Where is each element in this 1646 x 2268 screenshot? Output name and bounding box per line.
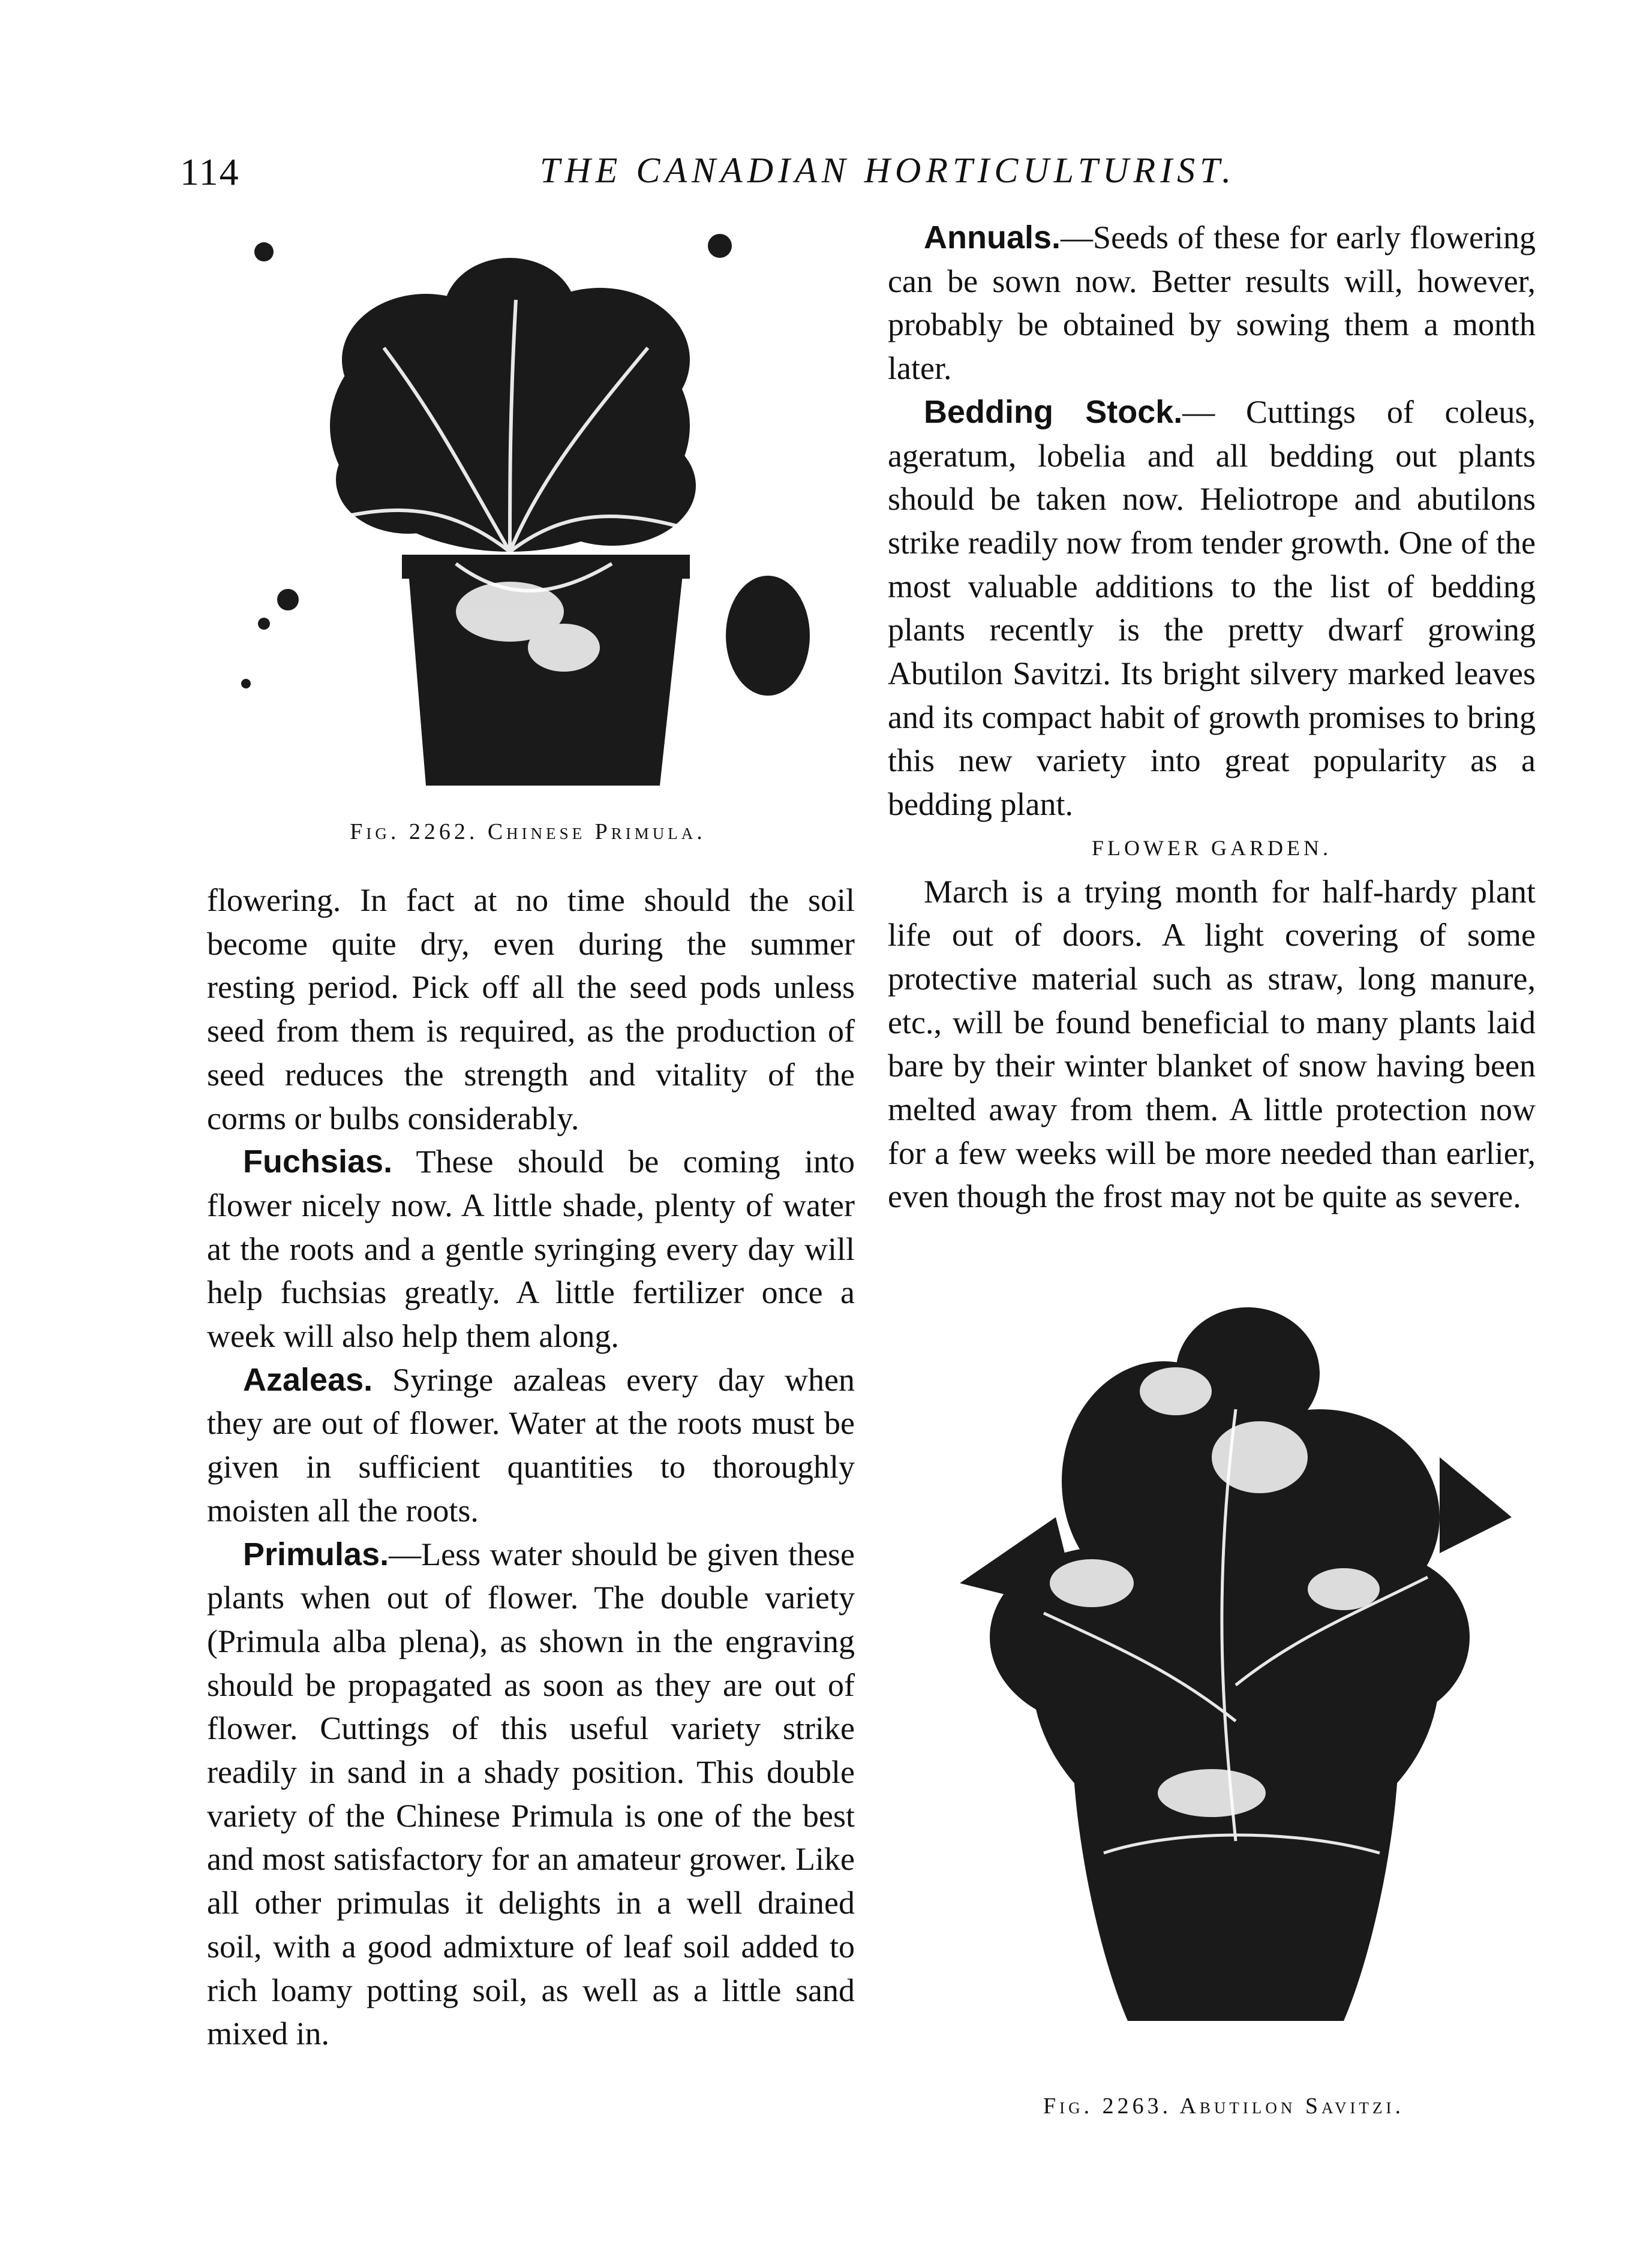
paragraph-azaleas bbox=[207, 1358, 855, 1533]
paragraph-bedding-stock bbox=[888, 390, 1536, 826]
primulas-text: —Less water should be given these plants when out of flower. The double variety (Primula alba plena), as shown in the engraving should be propagated as soon as they are out of flower. Cuttings of this useful variety strike readily in sand in a shady position. This double variety of the Chinese Primula is one of the best and most satisfactory for an amateur grower. Like all other primulas it delights in a well drained soil, with a good admixture of leaf soil added to rich loamy potting soil, as well as a little sand mixed in. bbox=[207, 1536, 855, 2052]
right-column bbox=[888, 216, 1536, 1219]
run-in-heading-primulas: Primulas. bbox=[243, 1536, 389, 1572]
paragraph-primulas bbox=[207, 1533, 855, 2056]
run-in-heading-fuchsias: Fuchsias. bbox=[243, 1144, 393, 1180]
fuchsias-text: These should be coming into flower nicely now. A little shade, plenty of water at the roots and a gentle syringing every day will help fuchsias greatly. A little fertilizer once a week will also help them along. bbox=[207, 1144, 855, 1355]
primula-engraving bbox=[228, 228, 828, 804]
paragraph-annuals bbox=[888, 216, 1536, 390]
run-in-heading-bedding-stock: Bedding Stock. bbox=[924, 393, 1183, 430]
abutilon-engraving bbox=[924, 1301, 1524, 2045]
run-in-heading-azaleas: Azaleas. bbox=[243, 1361, 373, 1398]
annuals-text: —Seeds of these for early flowering can be sown now. Better results will, however, probably be obtained by sowing them a month later. bbox=[888, 219, 1536, 387]
section-heading-flower-garden: FLOWER GARDEN. bbox=[1092, 835, 1332, 860]
azaleas-text: Syringe azaleas every day when they are out of flower. Water at the roots must be given in sufficient quantities to thoroughly moisten all the roots. bbox=[207, 1361, 855, 1529]
run-in-heading-annuals: Annuals. bbox=[924, 219, 1061, 255]
page-number: 114 bbox=[180, 151, 240, 193]
figure-caption-abutilon: Fig. 2263. Abutilon Savitzi. bbox=[1043, 2093, 1405, 2119]
running-title: THE CANADIAN HORTICULTURIST. bbox=[540, 151, 1236, 190]
paragraph-march: March is a trying month for half-hardy plant life out of doors. A light covering of some protective material such as straw, long manure, etc., will be found beneficial to many plants laid bare by their winter blanket of snow having been melted away from them. A little protection now for a few weeks will be more needed than earlier, even though the frost may not be quite as severe. bbox=[888, 873, 1536, 1215]
paragraph-flowering: flowering. In fact at no time should the soil become quite dry, even during the summer resting period. Pick off all the seed pods unless seed from them is required, as the production of seed reduces the strength and vitality of the corms or bulbs considerably. bbox=[207, 882, 855, 1136]
bedding-stock-text: — Cuttings of coleus, ageratum, lobelia and all bedding out plants should be taken now. Heliotrope and abutilons strike readily now from tender growth. One of the most valuable additions to the list of bedding plants recently is the pretty dwarf growing Abutilon Savitzi. Its bright silvery marked leaves and its compact habit of growth promises to bring this new variety into great popularity as a bedding plant. bbox=[888, 393, 1536, 823]
left-column bbox=[207, 879, 855, 2056]
figure-caption-primula: Fig. 2262. Chinese Primula. bbox=[350, 819, 706, 844]
paragraph-fuchsias bbox=[207, 1140, 855, 1358]
